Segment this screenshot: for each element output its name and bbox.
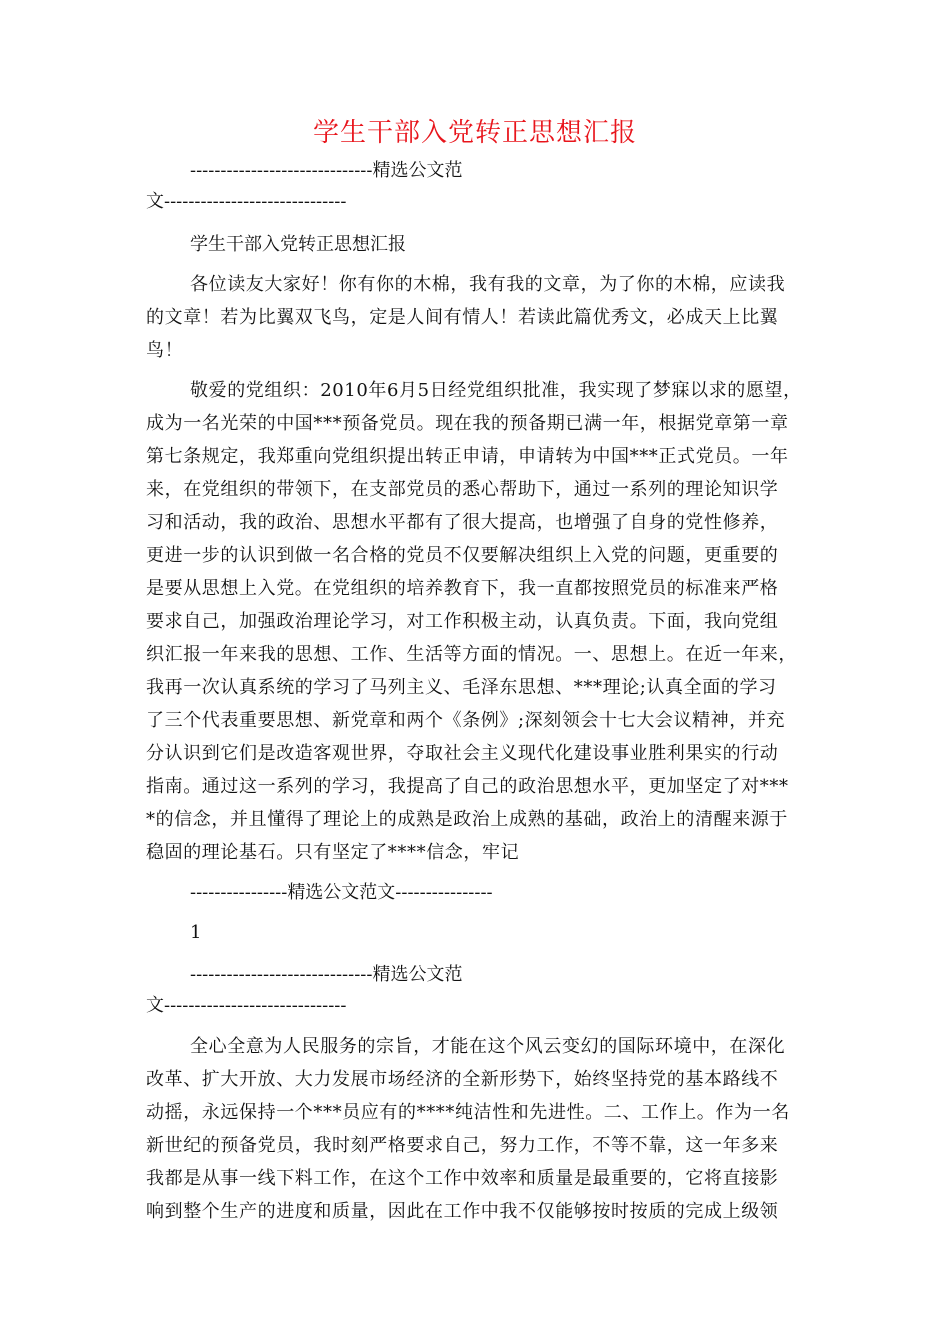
body-line: 习和活动，我的政治、思想水平都有了很大提高，也增强了自身的党性修养， [146,512,779,533]
body-line: 响到整个生产的进度和质量，因此在工作中我不仅能够按时按质的完成上级领 [146,1201,779,1222]
intro-line: 各位读友大家好！你有你的木棉，我有我的文章，为了你的木棉，应读我 [190,274,786,295]
body-line: 是要从思想上入党。在党组织的培养教育下，我一直都按照党员的标准来严格 [146,578,779,599]
body-line: 新世纪的预备党员，我时刻严格要求自己，努力工作，不等不靠，这一年多来 [146,1135,779,1156]
document-subtitle: 学生干部入党转正思想汇报 [190,234,406,255]
body-line: 敬爱的党组织：2010年6月5日经党组织批准，我实现了梦寐以求的愿望， [190,380,802,401]
body-line: 分认识到它们是改造客观世界，夺取社会主义现代化建设事业胜利果实的行动 [146,743,779,764]
body-line: 动摇，永远保持一个***员应有的****纯洁性和先进性。二、工作上。作为一名 [146,1102,790,1123]
body-line: 更进一步的认识到做一名合格的党员不仅要解决组织上入党的问题，更重要的 [146,545,779,566]
header-separator: 文------------------------------ [146,191,347,212]
body-line: 了三个代表重要思想、新党章和两个《条例》;深刻领会十七大会议精神，并充 [146,710,786,731]
body-line: 我都是从事一线下料工作，在这个工作中效率和质量是最重要的，它将直接影 [146,1168,779,1189]
intro-line: 鸟！ [146,340,184,361]
body-line: 织汇报一年来我的思想、工作、生活等方面的情况。一、思想上。在近一年来， [146,644,797,665]
body-line: 要求自己，加强政治理论学习，对工作积极主动，认真负责。下面，我向党组 [146,611,779,632]
body-line: 成为一名光荣的中国***预备党员。现在我的预备期已满一年，根据党章第一章 [146,413,789,434]
body-line: 我再一次认真系统的学习了马列主义、毛泽东思想、***理论;认真全面的学习 [146,677,777,698]
header-separator: ------------------------------精选公文范 [190,160,463,181]
body-line: 稳固的理论基石。只有坚定了****信念，牢记 [146,842,520,863]
body-line: *的信念，并且懂得了理论上的成熟是政治上成熟的基础，政治上的清醒来源于 [146,809,788,830]
body-line: 来，在党组织的带领下，在支部党员的悉心帮助下，通过一系列的理论知识学 [146,479,779,500]
body-line: 改革、扩大开放、大力发展市场经济的全新形势下，始终坚持党的基本路线不 [146,1069,779,1090]
header-separator: ------------------------------精选公文范 [190,964,463,985]
document-title: 学生干部入党转正思想汇报 [312,118,637,148]
intro-line: 的文章！若为比翼双飞鸟，定是人间有情人！若读此篇优秀文，必成天上比翼 [146,307,779,328]
page-number: 1 [190,922,202,943]
body-line: 全心全意为人民服务的宗旨，才能在这个风云变幻的国际环境中，在深化 [190,1036,786,1057]
header-separator: 文------------------------------ [146,995,347,1016]
footer-separator: ----------------精选公文范文---------------- [190,882,493,903]
body-line: 第七条规定，我郑重向党组织提出转正申请，申请转为中国***正式党员。一年 [146,446,789,467]
body-line: 指南。通过这一系列的学习，我提高了自己的政治思想水平，更加坚定了对*** [146,776,789,797]
